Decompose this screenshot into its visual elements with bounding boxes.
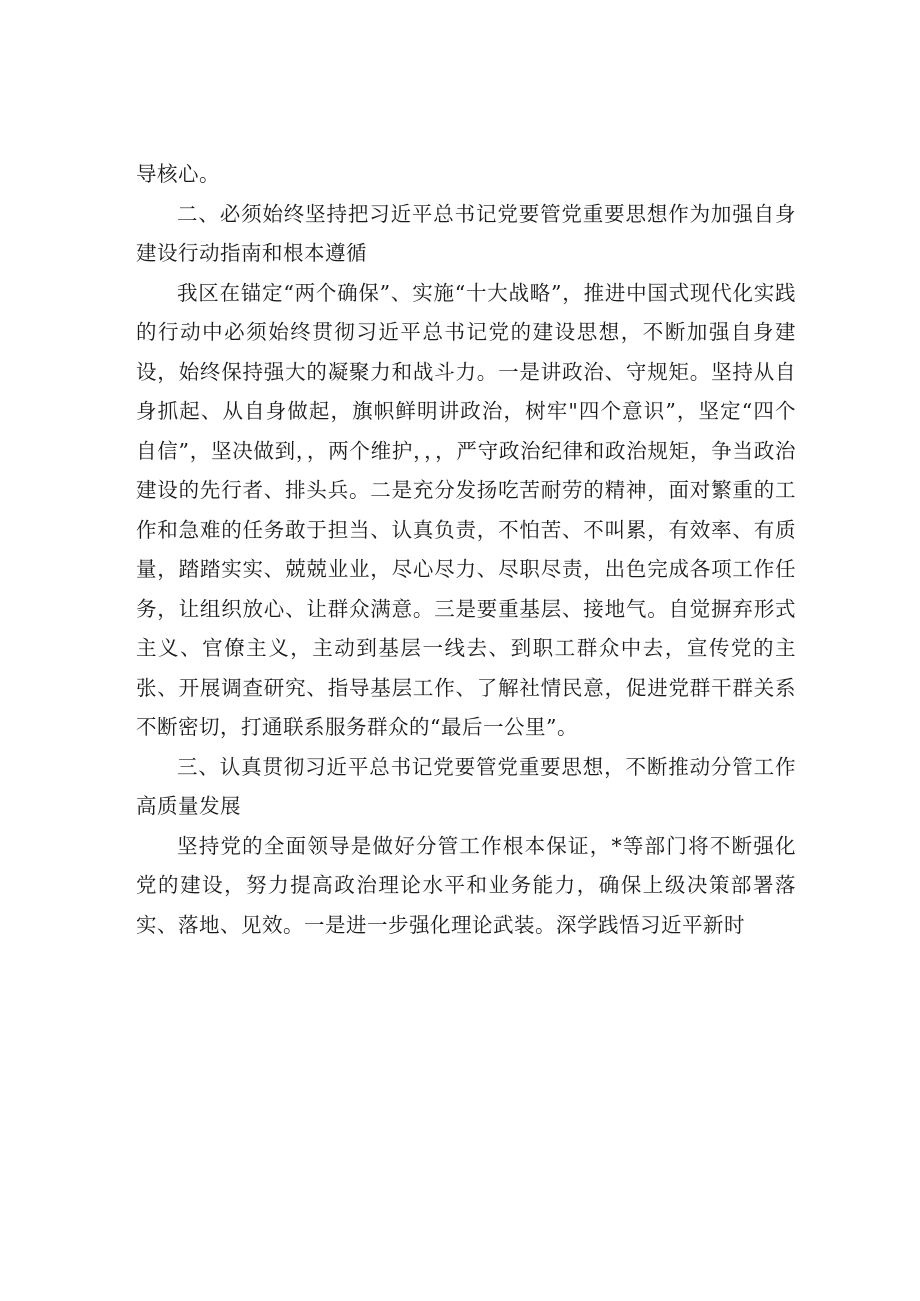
paragraph-continuation: 导核心。	[136, 162, 220, 186]
section-heading-three: 三、认真贯彻习近平总书记党要管党重要思想，不断推动分管工作高质量发展	[136, 754, 796, 818]
section-heading-two: 二、必须始终坚持把习近平总书记党要管党重要思想作为加强自身建设行动指南和根本遵循	[136, 201, 796, 265]
body-paragraph-two: 我区在锚定“两个确保”、实施“十大战略”，推进中国式现代化实践的行动中必须始终贯彻习近平总书记党的建设思想，不断加强自身建设，始终保持强大的凝聚力和战斗力。一是讲政治、守规矩。坚持从自身抓起、从自身做起，旗帜鲜明讲政治，树牢"四个意识”，坚定“四个自信”，坚决做到，，两个维护，，，严守政治纪律和政治规矩，争当政治建设的先行者、排头兵。二是充分发扬吃苦耐劳的精神，面对繁重的工作和急难的任务敢于担当、认真负责，不怕苦、不叫累，有效率、有质量，踏踏实实、兢兢业业，尽心尽力、尽职尽责，出色完成各项工作任务，让组织放心、让群众满意。三是要重基层、接地气。自觉摒弃形式主义、官僚主义，主动到基层一线去、到职工群众中去，宣传党的主张、开展调查研究、指导基层工作、了解社情民意，促进党群干群关系不断密切，打通联系服务群众的“最后一公里”。	[136, 280, 796, 739]
document-page	[136, 155, 796, 945]
body-paragraph-three: 坚持党的全面领导是做好分管工作根本保证，*等部门将不断强化党的建设，努力提高政治理论水平和业务能力，确保上级决策部署落实、落地、见效。一是进一步强化理论武装。深学践悟习近平新时	[136, 833, 796, 937]
